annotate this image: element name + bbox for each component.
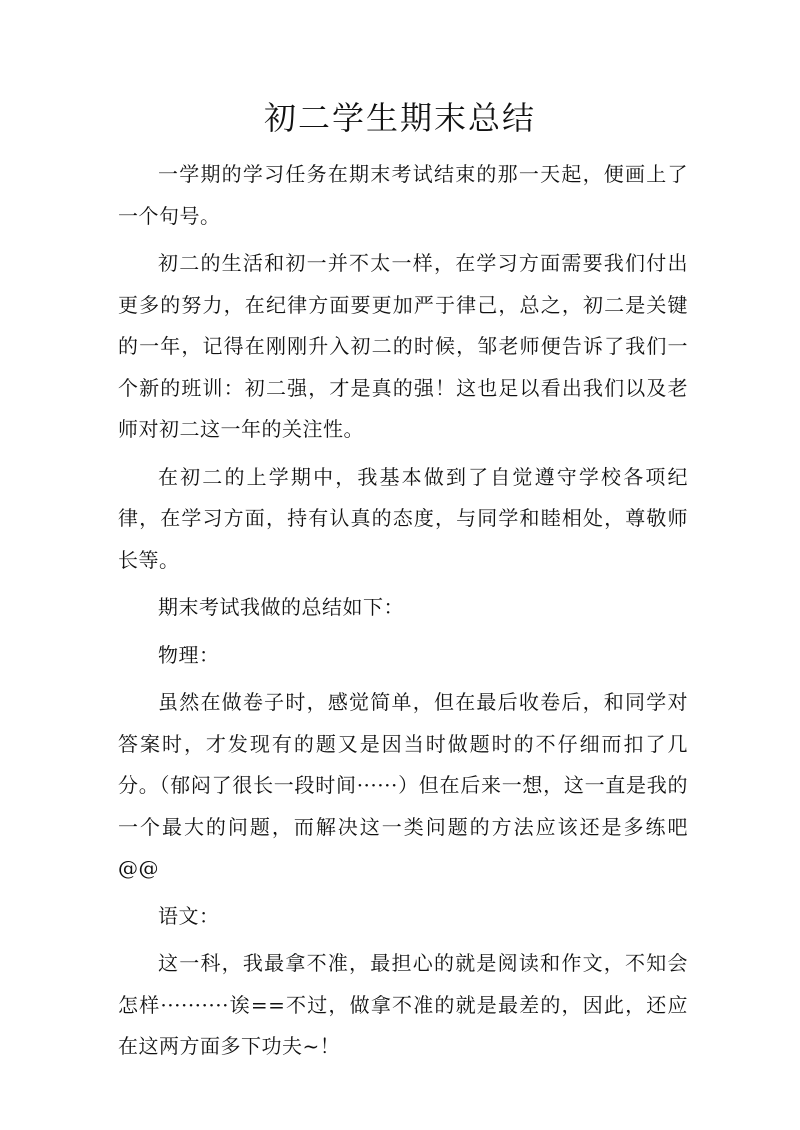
document-title: 初二学生期末总结 [263,99,536,137]
heading-physics: 物理： [158,642,220,667]
paragraph-first-semester: 在初二的上学期中，我基本做到了自觉遵守学校各项纪律，在学习方面，持有认真的态度，与同学和睦相处，尊敬师长等。 [118,464,688,572]
document-body [118,154,688,1068]
paragraph-summary-intro: 期末考试我做的总结如下： [158,595,404,619]
paragraph-grade-two-life: 初二的生活和初一并不太一样，在学习方面需要我们付出更多的努力，在纪律方面要更加严于律己，总之，初二是关键的一年，记得在刚刚升入初二的时候，邹老师便告诉了我们一个新的班训：初二强，才是真的强！这也足以看出我们以及老师对初二这一年的关注性。 [118,251,688,441]
paragraph-chinese: 这一科，我最拿不准，最担心的就是阅读和作文，不知会怎样··········诶==不过，做拿不准的就是最差的，因此，还应在这两方面多下功夫~！ [118,951,688,1058]
heading-chinese: 语文： [158,903,220,928]
paragraph-intro: 一学期的学习任务在期末考试结束的那一天起，便画上了一个句号。 [118,162,688,228]
paragraph-physics: 虽然在做卷子时，感觉简单，但在最后收卷后，和同学对答案时，才发现有的题又是因当时做题时的不仔细而扣了几分。（郁闷了很长一段时间······）但在后来一想，这一直是我的一个最大的问题，而解决这一类问题的方法应该还是多练吧@@ [118,690,688,880]
